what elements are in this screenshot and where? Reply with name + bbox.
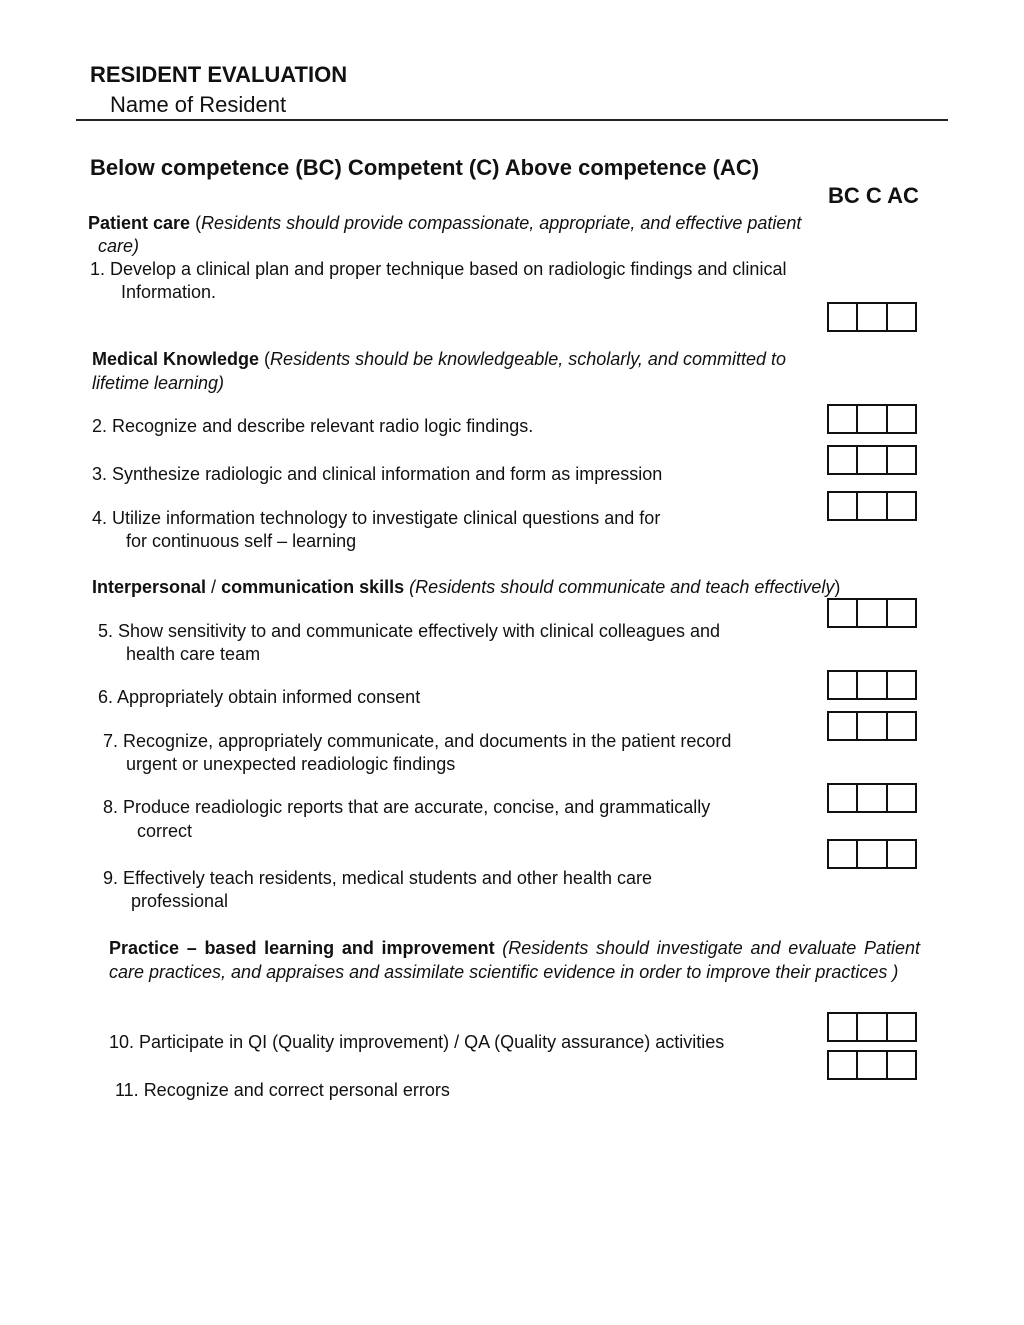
item-7-text-cont: urgent or unexpected readiologic findings xyxy=(126,754,456,774)
item-9-rating-boxes xyxy=(827,839,917,869)
rating-box-ac[interactable] xyxy=(888,304,915,330)
rating-box-c[interactable] xyxy=(858,304,887,330)
item-7-text: 7. Recognize, appropriately communicate, and documents in the patient record xyxy=(103,731,732,751)
rating-box-bc[interactable] xyxy=(829,600,858,626)
item-8-rating-boxes xyxy=(827,783,917,813)
item-10-rating-boxes xyxy=(827,1012,917,1042)
section-description: (Residents should communicate and teach effectively xyxy=(409,577,835,597)
rating-box-bc[interactable] xyxy=(829,713,858,739)
item-4-text-cont: for continuous self – learning xyxy=(126,531,357,551)
rating-legend: Below competence (BC) Competent (C) Above competence (AC) xyxy=(90,155,760,180)
section-patient-care-header: Patient care (Residents should provide compassionate, appropriate, and effective patient xyxy=(88,213,802,233)
section-title: Practice – based learning and improvement xyxy=(109,938,495,958)
section-title: Patient care xyxy=(88,213,191,233)
rating-box-ac[interactable] xyxy=(888,841,915,867)
rating-box-c[interactable] xyxy=(858,493,887,519)
rating-box-ac[interactable] xyxy=(888,1052,915,1078)
section-description: (Residents should investigate and evaluate Patient care practices, and appraises and assimilate scientific evidence in order to improve their practices ) xyxy=(109,938,920,982)
item-5-rating-boxes xyxy=(827,598,917,628)
item-10-text: 10. Participate in QI (Quality improvement) / QA (Quality assurance) activities xyxy=(109,1032,725,1052)
section-patient-care-desc-cont: care) xyxy=(98,236,140,256)
item-11-text: 11. Recognize and correct personal errors xyxy=(115,1080,450,1100)
resident-name-label: Name of Resident xyxy=(110,92,287,117)
section-medical-knowledge-desc-cont: lifetime learning) xyxy=(92,373,225,393)
rating-box-c[interactable] xyxy=(858,1052,887,1078)
item-4-rating-boxes xyxy=(827,491,917,521)
rating-box-bc[interactable] xyxy=(829,304,858,330)
section-title: Interpersonal xyxy=(92,577,207,597)
form-title: RESIDENT EVALUATION xyxy=(90,62,348,87)
section-title: Medical Knowledge xyxy=(92,349,260,369)
rating-box-ac[interactable] xyxy=(888,672,915,698)
rating-box-ac[interactable] xyxy=(888,600,915,626)
item-4-text: 4. Utilize information technology to investigate clinical questions and for xyxy=(92,508,661,528)
rating-box-ac[interactable] xyxy=(888,447,915,473)
section-practice-header xyxy=(109,937,920,984)
item-5-text-cont: health care team xyxy=(126,644,261,664)
rating-box-ac[interactable] xyxy=(888,1014,915,1040)
rating-box-bc[interactable] xyxy=(829,785,858,811)
rating-box-c[interactable] xyxy=(858,713,887,739)
section-interpersonal-header: Interpersonal / communication skills (Residents should communicate and teach effectively) xyxy=(92,577,841,597)
rating-box-bc[interactable] xyxy=(829,493,858,519)
item-3-rating-boxes xyxy=(827,445,917,475)
rating-box-c[interactable] xyxy=(858,672,887,698)
resident-name-line[interactable] xyxy=(76,119,948,121)
item-2-text: 2. Recognize and describe relevant radio logic findings. xyxy=(92,416,534,436)
item-8-text-cont: correct xyxy=(137,821,193,841)
item-11-rating-boxes xyxy=(827,1050,917,1080)
rating-box-ac[interactable] xyxy=(888,713,915,739)
rating-box-ac[interactable] xyxy=(888,493,915,519)
item-6-rating-boxes xyxy=(827,670,917,700)
item-1-text-cont: Information. xyxy=(121,282,217,302)
section-description: Residents should be knowledgeable, scholarly, and committed to xyxy=(270,349,786,369)
rating-box-bc[interactable] xyxy=(829,406,858,432)
rating-box-c[interactable] xyxy=(858,785,887,811)
rating-box-ac[interactable] xyxy=(888,406,915,432)
rating-box-c[interactable] xyxy=(858,406,887,432)
section-description: Residents should provide compassionate, appropriate, and effective patient xyxy=(201,213,802,233)
rating-box-bc[interactable] xyxy=(829,447,858,473)
item-1-text: 1. Develop a clinical plan and proper technique based on radiologic findings and clinical xyxy=(90,259,787,279)
item-1-rating-boxes xyxy=(827,302,917,332)
rating-box-ac[interactable] xyxy=(888,785,915,811)
rating-box-c[interactable] xyxy=(858,447,887,473)
rating-box-c[interactable] xyxy=(858,1014,887,1040)
rating-box-c[interactable] xyxy=(858,600,887,626)
item-5-text: 5. Show sensitivity to and communicate effectively with clinical colleagues and xyxy=(98,621,720,641)
item-6-text: 6. Appropriately obtain informed consent xyxy=(98,687,421,707)
rating-column-header: BC C AC xyxy=(828,183,919,208)
rating-box-c[interactable] xyxy=(858,841,887,867)
rating-box-bc[interactable] xyxy=(829,841,858,867)
item-3-text: 3. Synthesize radiologic and clinical information and form as impression xyxy=(92,464,663,484)
rating-box-bc[interactable] xyxy=(829,1014,858,1040)
item-9-text: 9. Effectively teach residents, medical students and other health care xyxy=(103,868,652,888)
rating-box-bc[interactable] xyxy=(829,672,858,698)
item-2-rating-boxes xyxy=(827,404,917,434)
rating-box-bc[interactable] xyxy=(829,1052,858,1078)
section-medical-knowledge-header: Medical Knowledge (Residents should be knowledgeable, scholarly, and committed to xyxy=(92,349,786,369)
item-8-text: 8. Produce readiologic reports that are accurate, concise, and grammatically xyxy=(103,797,711,817)
item-7-rating-boxes xyxy=(827,711,917,741)
item-9-text-cont: professional xyxy=(131,891,229,911)
